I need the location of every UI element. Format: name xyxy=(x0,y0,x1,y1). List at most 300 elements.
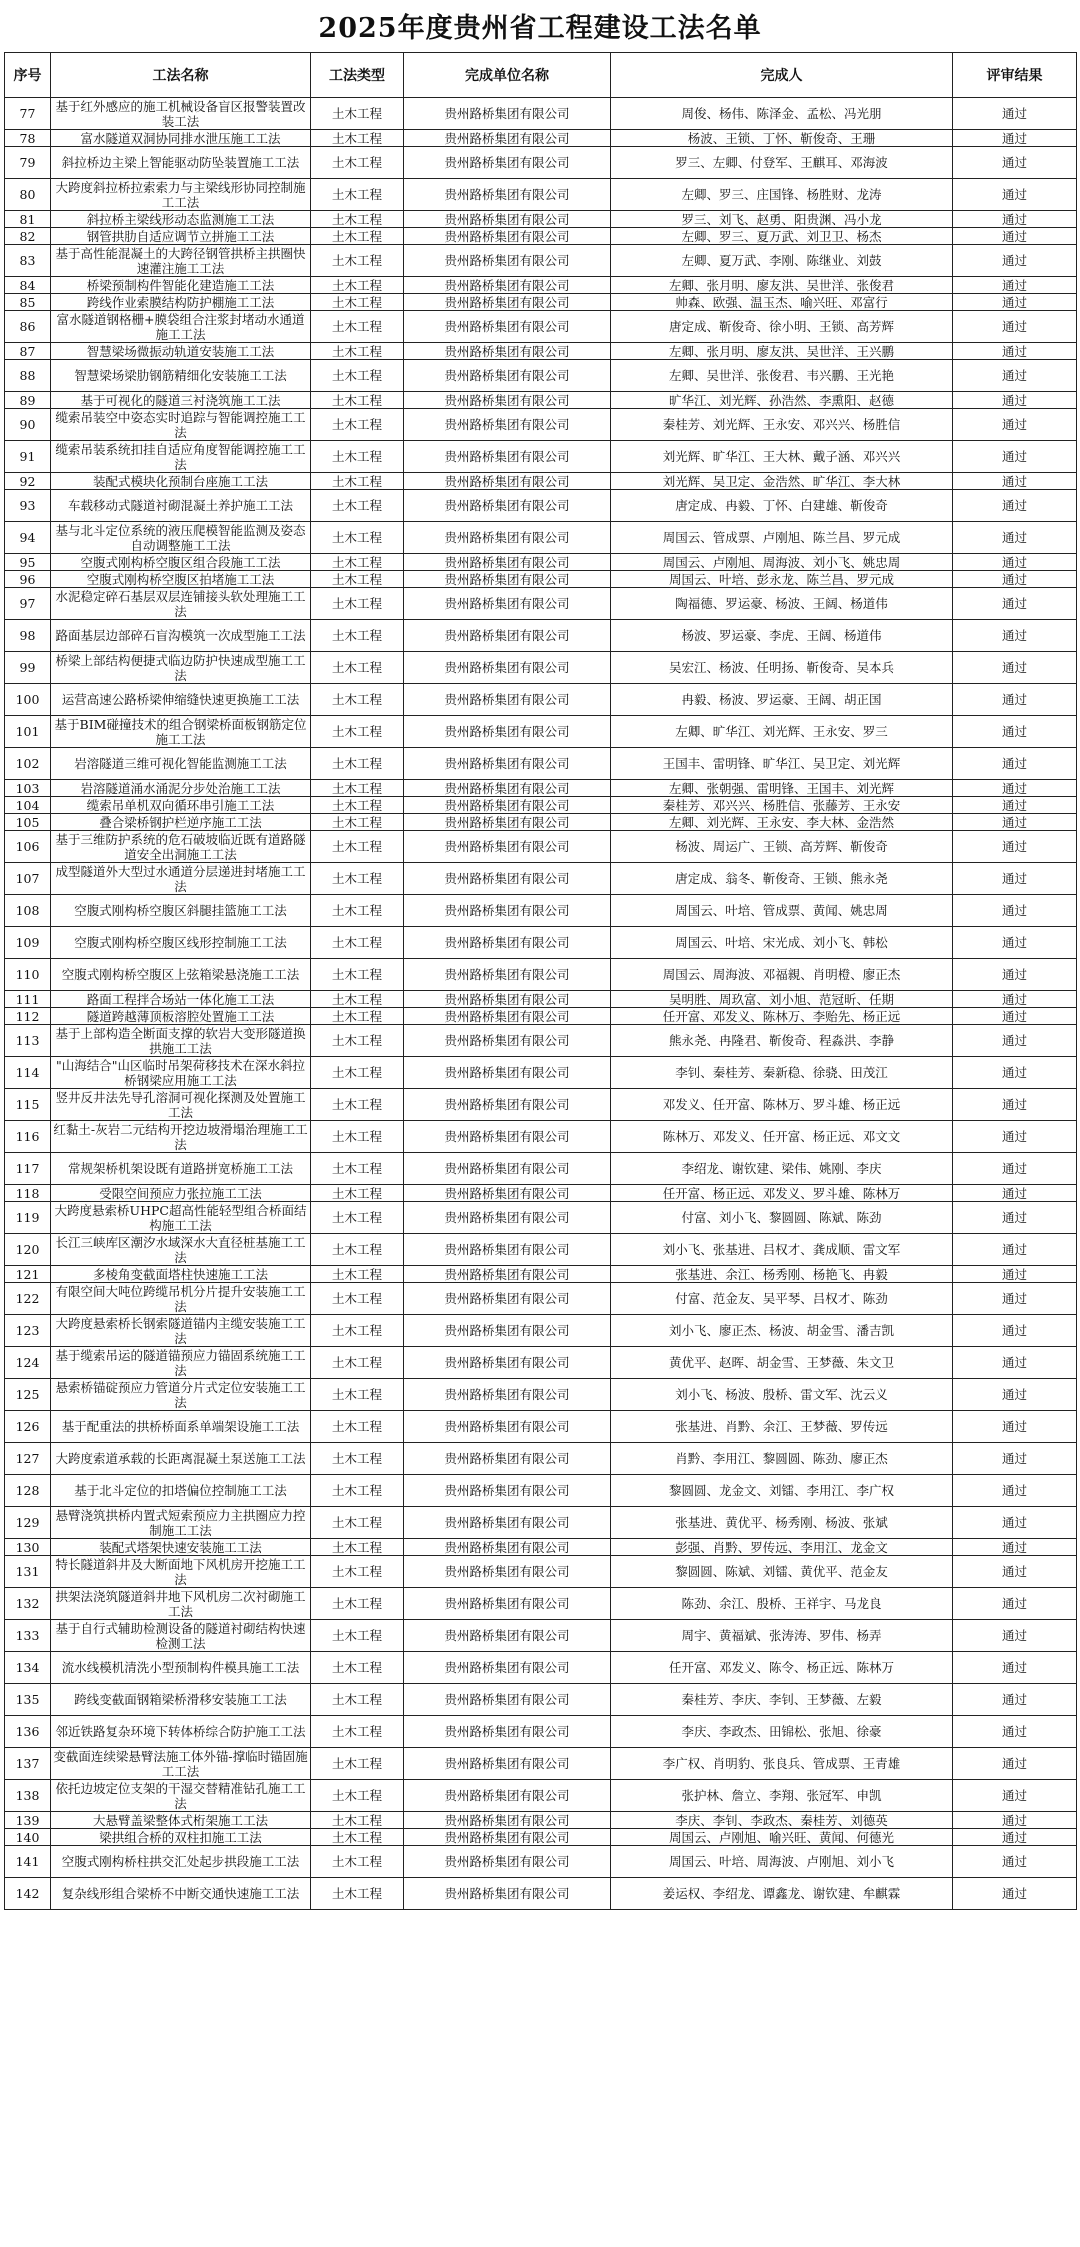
cell-type: 土木工程 xyxy=(311,959,404,991)
cell-no: 125 xyxy=(5,1379,51,1411)
cell-type: 土木工程 xyxy=(311,98,404,130)
cell-no: 113 xyxy=(5,1025,51,1057)
cell-people: 唐定成、冉毅、丁怀、白建雄、靳俊奇 xyxy=(611,490,953,522)
cell-people: 帅森、欧强、温玉杰、喻兴旺、邓富行 xyxy=(611,294,953,311)
cell-type: 土木工程 xyxy=(311,1234,404,1266)
cell-unit: 贵州路桥集团有限公司 xyxy=(404,179,611,211)
cell-result: 通过 xyxy=(953,797,1077,814)
cell-result: 通过 xyxy=(953,1475,1077,1507)
cell-result: 通过 xyxy=(953,780,1077,797)
cell-no: 85 xyxy=(5,294,51,311)
cell-people: 左卿、罗三、夏万武、刘卫卫、杨杰 xyxy=(611,228,953,245)
cell-type: 土木工程 xyxy=(311,1008,404,1025)
cell-result: 通过 xyxy=(953,441,1077,473)
cell-name: 梁拱组合桥的双柱扣施工工法 xyxy=(51,1829,311,1846)
cell-type: 土木工程 xyxy=(311,179,404,211)
cell-type: 土木工程 xyxy=(311,554,404,571)
cell-name: 桥梁上部结构便捷式临边防护快速成型施工工法 xyxy=(51,652,311,684)
cell-unit: 贵州路桥集团有限公司 xyxy=(404,1539,611,1556)
method-table xyxy=(4,52,1077,1910)
cell-name: 缆索吊装系统扣挂自适应角度智能调控施工工法 xyxy=(51,441,311,473)
table-row xyxy=(5,1780,1077,1812)
cell-people: 刘光辉、旷华江、王大林、戴子涵、邓兴兴 xyxy=(611,441,953,473)
cell-no: 123 xyxy=(5,1315,51,1347)
cell-result: 通过 xyxy=(953,1315,1077,1347)
cell-type: 土木工程 xyxy=(311,620,404,652)
table-row xyxy=(5,927,1077,959)
cell-no: 136 xyxy=(5,1716,51,1748)
table-row xyxy=(5,245,1077,277)
cell-result: 通过 xyxy=(953,652,1077,684)
cell-name: 基于BIM碰撞技术的组合钢梁桥面板钢筋定位施工工法 xyxy=(51,716,311,748)
table-row xyxy=(5,1202,1077,1234)
table-row xyxy=(5,1475,1077,1507)
table-row xyxy=(5,1057,1077,1089)
cell-type: 土木工程 xyxy=(311,409,404,441)
table-row xyxy=(5,1620,1077,1652)
cell-people: 黎圆圆、陈斌、刘镭、黄优平、范金友 xyxy=(611,1556,953,1588)
cell-people: 陈林万、邓发义、任开富、杨正远、邓文文 xyxy=(611,1121,953,1153)
cell-name: 长江三峡库区潮汐水域深水大直径桩基施工工法 xyxy=(51,1234,311,1266)
cell-people: 肖黔、李用江、黎圆圆、陈劲、廖正杰 xyxy=(611,1443,953,1475)
cell-type: 土木工程 xyxy=(311,1846,404,1878)
cell-people: 左卿、张月明、廖友洪、吴世洋、王兴鹏 xyxy=(611,343,953,360)
cell-result: 通过 xyxy=(953,1716,1077,1748)
cell-name: 运营高速公路桥梁伸缩缝快速更换施工工法 xyxy=(51,684,311,716)
cell-result: 通过 xyxy=(953,245,1077,277)
cell-name: "山海结合"山区临时吊架荷移技术在深水斜拉桥钢梁应用施工工法 xyxy=(51,1057,311,1089)
table-row xyxy=(5,294,1077,311)
cell-no: 97 xyxy=(5,588,51,620)
cell-people: 李庆、李钊、李政杰、秦桂芳、刘德英 xyxy=(611,1812,953,1829)
cell-result: 通过 xyxy=(953,294,1077,311)
cell-type: 土木工程 xyxy=(311,1620,404,1652)
table-row xyxy=(5,1443,1077,1475)
cell-people: 唐定成、翁冬、靳俊奇、王锁、熊永尧 xyxy=(611,863,953,895)
cell-result: 通过 xyxy=(953,814,1077,831)
cell-name: 拱架法浇筑隧道斜井地下风机房二次衬砌施工工法 xyxy=(51,1588,311,1620)
cell-unit: 贵州路桥集团有限公司 xyxy=(404,1121,611,1153)
cell-name: 岩溶隧道三维可视化智能监测施工工法 xyxy=(51,748,311,780)
cell-type: 土木工程 xyxy=(311,473,404,490)
cell-unit: 贵州路桥集团有限公司 xyxy=(404,360,611,392)
cell-people: 吴明胜、周玖富、刘小旭、范冠昕、任期 xyxy=(611,991,953,1008)
cell-type: 土木工程 xyxy=(311,1202,404,1234)
cell-people: 罗三、刘飞、赵勇、阳贵渊、冯小龙 xyxy=(611,211,953,228)
cell-name: 成型隧道外大型过水通道分层递进封堵施工工法 xyxy=(51,863,311,895)
cell-result: 通过 xyxy=(953,1812,1077,1829)
cell-people: 陶福德、罗运豪、杨波、王阔、杨道伟 xyxy=(611,588,953,620)
table-row xyxy=(5,1812,1077,1829)
cell-type: 土木工程 xyxy=(311,1379,404,1411)
cell-unit: 贵州路桥集团有限公司 xyxy=(404,684,611,716)
cell-type: 土木工程 xyxy=(311,360,404,392)
header-name: 工法名称 xyxy=(51,53,311,98)
cell-no: 84 xyxy=(5,277,51,294)
cell-unit: 贵州路桥集团有限公司 xyxy=(404,130,611,147)
cell-people: 秦桂芳、李庆、李钊、王梦薇、左毅 xyxy=(611,1684,953,1716)
cell-no: 122 xyxy=(5,1283,51,1315)
cell-people: 付富、刘小飞、黎圆圆、陈斌、陈劲 xyxy=(611,1202,953,1234)
cell-result: 通过 xyxy=(953,1266,1077,1283)
cell-type: 土木工程 xyxy=(311,1475,404,1507)
cell-name: 空腹式刚构桥空腹区拍堵施工工法 xyxy=(51,571,311,588)
table-row xyxy=(5,392,1077,409)
cell-no: 142 xyxy=(5,1878,51,1910)
cell-type: 土木工程 xyxy=(311,684,404,716)
cell-no: 100 xyxy=(5,684,51,716)
table-row xyxy=(5,98,1077,130)
cell-result: 通过 xyxy=(953,1780,1077,1812)
cell-result: 通过 xyxy=(953,684,1077,716)
cell-name: 隧道跨越薄顶板溶腔处置施工工法 xyxy=(51,1008,311,1025)
cell-no: 86 xyxy=(5,311,51,343)
cell-unit: 贵州路桥集团有限公司 xyxy=(404,147,611,179)
cell-no: 95 xyxy=(5,554,51,571)
cell-people: 李绍龙、谢钦建、梁伟、姚刚、李庆 xyxy=(611,1153,953,1185)
cell-people: 周宇、黄福斌、张涛涛、罗伟、杨弄 xyxy=(611,1620,953,1652)
cell-unit: 贵州路桥集团有限公司 xyxy=(404,1878,611,1910)
cell-type: 土木工程 xyxy=(311,228,404,245)
cell-name: 复杂线形组合梁桥不中断交通快速施工工法 xyxy=(51,1878,311,1910)
cell-result: 通过 xyxy=(953,620,1077,652)
cell-unit: 贵州路桥集团有限公司 xyxy=(404,620,611,652)
cell-no: 140 xyxy=(5,1829,51,1846)
cell-result: 通过 xyxy=(953,1153,1077,1185)
cell-people: 秦桂芳、邓兴兴、杨胜信、张藤芳、王永安 xyxy=(611,797,953,814)
cell-type: 土木工程 xyxy=(311,1507,404,1539)
table-row xyxy=(5,211,1077,228)
cell-people: 周国云、叶培、周海波、卢刚旭、刘小飞 xyxy=(611,1846,953,1878)
cell-no: 111 xyxy=(5,991,51,1008)
cell-unit: 贵州路桥集团有限公司 xyxy=(404,211,611,228)
table-row xyxy=(5,1411,1077,1443)
cell-result: 通过 xyxy=(953,1878,1077,1910)
table-row xyxy=(5,588,1077,620)
cell-no: 134 xyxy=(5,1652,51,1684)
cell-unit: 贵州路桥集团有限公司 xyxy=(404,1234,611,1266)
cell-name: 邻近铁路复杂环境下转体桥综合防护施工工法 xyxy=(51,1716,311,1748)
cell-type: 土木工程 xyxy=(311,1315,404,1347)
cell-people: 付富、范金友、吴平琴、吕权才、陈劲 xyxy=(611,1283,953,1315)
table-row xyxy=(5,831,1077,863)
cell-no: 83 xyxy=(5,245,51,277)
cell-unit: 贵州路桥集团有限公司 xyxy=(404,748,611,780)
cell-type: 土木工程 xyxy=(311,1556,404,1588)
cell-people: 任开富、邓发义、陈林万、李贻先、杨正远 xyxy=(611,1008,953,1025)
cell-people: 张基进、肖黔、余江、王梦薇、罗传远 xyxy=(611,1411,953,1443)
cell-name: 大跨度悬索桥长钢索隧道锚内主缆安装施工工法 xyxy=(51,1315,311,1347)
cell-people: 彭强、肖黔、罗传远、李用江、龙金文 xyxy=(611,1539,953,1556)
table-row xyxy=(5,1878,1077,1910)
cell-result: 通过 xyxy=(953,392,1077,409)
cell-people: 李钊、秦桂芳、秦新稳、徐骁、田茂江 xyxy=(611,1057,953,1089)
cell-people: 黎圆圆、龙金文、刘镭、李用江、李广权 xyxy=(611,1475,953,1507)
cell-people: 张基进、余江、杨秀刚、杨艳飞、冉毅 xyxy=(611,1266,953,1283)
cell-no: 103 xyxy=(5,780,51,797)
cell-type: 土木工程 xyxy=(311,1153,404,1185)
cell-name: 基于自行式辅助检测设备的隧道衬砌结构快速检测工法 xyxy=(51,1620,311,1652)
cell-no: 124 xyxy=(5,1347,51,1379)
table-row xyxy=(5,1185,1077,1202)
cell-name: 智慧梁场梁肋钢筋精细化安装施工工法 xyxy=(51,360,311,392)
cell-name: 流水线模机清洗小型预制构件模具施工工法 xyxy=(51,1652,311,1684)
cell-people: 周俊、杨伟、陈泽金、孟松、冯光朋 xyxy=(611,98,953,130)
cell-unit: 贵州路桥集团有限公司 xyxy=(404,228,611,245)
cell-type: 土木工程 xyxy=(311,1443,404,1475)
cell-unit: 贵州路桥集团有限公司 xyxy=(404,1025,611,1057)
table-row xyxy=(5,959,1077,991)
cell-name: 空腹式刚构桥空腹区斜腿挂篮施工工法 xyxy=(51,895,311,927)
cell-name: 富水隧道钢格栅+膜袋组合注浆封堵动水通道施工工法 xyxy=(51,311,311,343)
cell-type: 土木工程 xyxy=(311,147,404,179)
cell-result: 通过 xyxy=(953,1025,1077,1057)
cell-unit: 贵州路桥集团有限公司 xyxy=(404,392,611,409)
table-row xyxy=(5,522,1077,554)
cell-unit: 贵州路桥集团有限公司 xyxy=(404,1684,611,1716)
cell-no: 132 xyxy=(5,1588,51,1620)
cell-result: 通过 xyxy=(953,343,1077,360)
cell-result: 通过 xyxy=(953,831,1077,863)
cell-people: 周国云、叶培、彭永龙、陈兰昌、罗元成 xyxy=(611,571,953,588)
cell-unit: 贵州路桥集团有限公司 xyxy=(404,716,611,748)
cell-name: 空腹式刚构桥空腹区上弦箱梁悬浇施工工法 xyxy=(51,959,311,991)
cell-people: 周国云、卢刚旭、周海波、刘小飞、姚忠周 xyxy=(611,554,953,571)
table-row xyxy=(5,1379,1077,1411)
cell-no: 78 xyxy=(5,130,51,147)
cell-type: 土木工程 xyxy=(311,831,404,863)
cell-people: 李广权、肖明豹、张良兵、管成票、王青雄 xyxy=(611,1748,953,1780)
cell-unit: 贵州路桥集团有限公司 xyxy=(404,571,611,588)
cell-unit: 贵州路桥集团有限公司 xyxy=(404,522,611,554)
cell-result: 通过 xyxy=(953,1008,1077,1025)
cell-result: 通过 xyxy=(953,1556,1077,1588)
cell-no: 110 xyxy=(5,959,51,991)
cell-unit: 贵州路桥集团有限公司 xyxy=(404,1556,611,1588)
table-row xyxy=(5,991,1077,1008)
cell-unit: 贵州路桥集团有限公司 xyxy=(404,1283,611,1315)
cell-no: 112 xyxy=(5,1008,51,1025)
cell-no: 101 xyxy=(5,716,51,748)
table-row xyxy=(5,1556,1077,1588)
cell-name: 斜拉桥边主梁上智能驱动防坠装置施工工法 xyxy=(51,147,311,179)
cell-unit: 贵州路桥集团有限公司 xyxy=(404,1411,611,1443)
cell-result: 通过 xyxy=(953,863,1077,895)
cell-name: 大跨度悬索桥UHPC超高性能轻型组合桥面结构施工工法 xyxy=(51,1202,311,1234)
cell-name: 空腹式刚构桥空腹区组合段施工工法 xyxy=(51,554,311,571)
cell-no: 117 xyxy=(5,1153,51,1185)
table-row xyxy=(5,1588,1077,1620)
cell-unit: 贵州路桥集团有限公司 xyxy=(404,441,611,473)
table-row xyxy=(5,1347,1077,1379)
cell-no: 133 xyxy=(5,1620,51,1652)
cell-name: 特长隧道斜井及大断面地下风机房开挖施工工法 xyxy=(51,1556,311,1588)
cell-no: 135 xyxy=(5,1684,51,1716)
table-row xyxy=(5,1008,1077,1025)
cell-name: 斜拉桥主梁线形动态监测施工工法 xyxy=(51,211,311,228)
cell-type: 土木工程 xyxy=(311,797,404,814)
cell-no: 81 xyxy=(5,211,51,228)
cell-no: 137 xyxy=(5,1748,51,1780)
cell-unit: 贵州路桥集团有限公司 xyxy=(404,1780,611,1812)
cell-unit: 贵州路桥集团有限公司 xyxy=(404,1266,611,1283)
cell-result: 通过 xyxy=(953,211,1077,228)
cell-type: 土木工程 xyxy=(311,1411,404,1443)
cell-name: 受限空间预应力张拉施工工法 xyxy=(51,1185,311,1202)
cell-unit: 贵州路桥集团有限公司 xyxy=(404,831,611,863)
cell-no: 129 xyxy=(5,1507,51,1539)
cell-no: 90 xyxy=(5,409,51,441)
cell-name: 大跨度斜拉桥拉索索力与主梁线形协同控制施工工法 xyxy=(51,179,311,211)
cell-type: 土木工程 xyxy=(311,294,404,311)
table-row xyxy=(5,1315,1077,1347)
cell-result: 通过 xyxy=(953,490,1077,522)
cell-people: 王国丰、雷明锋、旷华江、吴卫定、刘光辉 xyxy=(611,748,953,780)
cell-result: 通过 xyxy=(953,1443,1077,1475)
cell-type: 土木工程 xyxy=(311,748,404,780)
table-row xyxy=(5,1089,1077,1121)
cell-type: 土木工程 xyxy=(311,1185,404,1202)
cell-no: 94 xyxy=(5,522,51,554)
cell-result: 通过 xyxy=(953,179,1077,211)
cell-unit: 贵州路桥集团有限公司 xyxy=(404,991,611,1008)
cell-type: 土木工程 xyxy=(311,277,404,294)
cell-no: 102 xyxy=(5,748,51,780)
cell-name: 装配式塔架快速安装施工工法 xyxy=(51,1539,311,1556)
cell-result: 通过 xyxy=(953,959,1077,991)
cell-people: 陈劲、余江、殷桥、王祥宇、马龙良 xyxy=(611,1588,953,1620)
cell-people: 周国云、管成票、卢刚旭、陈兰昌、罗元成 xyxy=(611,522,953,554)
cell-unit: 贵州路桥集团有限公司 xyxy=(404,98,611,130)
cell-unit: 贵州路桥集团有限公司 xyxy=(404,1008,611,1025)
cell-people: 左卿、吴世洋、张俊君、韦兴鹏、王光艳 xyxy=(611,360,953,392)
cell-type: 土木工程 xyxy=(311,130,404,147)
cell-result: 通过 xyxy=(953,1379,1077,1411)
cell-result: 通过 xyxy=(953,1588,1077,1620)
cell-result: 通过 xyxy=(953,1121,1077,1153)
table-row xyxy=(5,277,1077,294)
cell-unit: 贵州路桥集团有限公司 xyxy=(404,343,611,360)
cell-name: 基于缆索吊运的隧道锚预应力锚固系统施工工法 xyxy=(51,1347,311,1379)
cell-unit: 贵州路桥集团有限公司 xyxy=(404,1347,611,1379)
table-row xyxy=(5,1283,1077,1315)
cell-people: 张基进、黄优平、杨秀刚、杨波、张斌 xyxy=(611,1507,953,1539)
cell-unit: 贵州路桥集团有限公司 xyxy=(404,1748,611,1780)
cell-no: 115 xyxy=(5,1089,51,1121)
cell-type: 土木工程 xyxy=(311,571,404,588)
table-row xyxy=(5,409,1077,441)
cell-name: 跨线作业索膜结构防护棚施工工法 xyxy=(51,294,311,311)
cell-unit: 贵州路桥集团有限公司 xyxy=(404,245,611,277)
cell-people: 任开富、杨正远、邓发义、罗斗雄、陈林万 xyxy=(611,1185,953,1202)
cell-name: 缆索吊装空中姿态实时追踪与智能调控施工工法 xyxy=(51,409,311,441)
cell-result: 通过 xyxy=(953,1684,1077,1716)
cell-result: 通过 xyxy=(953,360,1077,392)
cell-name: 悬索桥锚碇预应力管道分片式定位安装施工工法 xyxy=(51,1379,311,1411)
cell-no: 108 xyxy=(5,895,51,927)
cell-people: 左卿、旷华江、刘光辉、王永安、罗三 xyxy=(611,716,953,748)
cell-name: 岩溶隧道涌水涌泥分步处治施工工法 xyxy=(51,780,311,797)
cell-type: 土木工程 xyxy=(311,1266,404,1283)
table-row xyxy=(5,797,1077,814)
cell-no: 138 xyxy=(5,1780,51,1812)
cell-name: 依托边坡定位支架的干湿交替精准钻孔施工工法 xyxy=(51,1780,311,1812)
cell-people: 冉毅、杨波、罗运豪、王阔、胡正国 xyxy=(611,684,953,716)
cell-name: 叠合梁桥钢护栏逆序施工工法 xyxy=(51,814,311,831)
cell-unit: 贵州路桥集团有限公司 xyxy=(404,1716,611,1748)
cell-type: 土木工程 xyxy=(311,245,404,277)
cell-result: 通过 xyxy=(953,1234,1077,1266)
table-row xyxy=(5,1507,1077,1539)
cell-type: 土木工程 xyxy=(311,1829,404,1846)
cell-name: 钢管拱肋自适应调节立拼施工工法 xyxy=(51,228,311,245)
cell-no: 118 xyxy=(5,1185,51,1202)
cell-unit: 贵州路桥集团有限公司 xyxy=(404,1379,611,1411)
table-row xyxy=(5,554,1077,571)
cell-people: 张护林、詹立、李翔、张冠军、申凯 xyxy=(611,1780,953,1812)
cell-result: 通过 xyxy=(953,473,1077,490)
cell-name: 常规架桥机架设既有道路拼宽桥施工工法 xyxy=(51,1153,311,1185)
cell-unit: 贵州路桥集团有限公司 xyxy=(404,1588,611,1620)
cell-no: 79 xyxy=(5,147,51,179)
cell-result: 通过 xyxy=(953,1283,1077,1315)
cell-unit: 贵州路桥集团有限公司 xyxy=(404,490,611,522)
cell-no: 93 xyxy=(5,490,51,522)
cell-people: 左卿、张月明、廖友洪、吴世洋、张俊君 xyxy=(611,277,953,294)
cell-type: 土木工程 xyxy=(311,1025,404,1057)
cell-type: 土木工程 xyxy=(311,895,404,927)
cell-no: 105 xyxy=(5,814,51,831)
cell-result: 通过 xyxy=(953,1507,1077,1539)
cell-unit: 贵州路桥集团有限公司 xyxy=(404,311,611,343)
cell-unit: 贵州路桥集团有限公司 xyxy=(404,863,611,895)
cell-type: 土木工程 xyxy=(311,1652,404,1684)
cell-no: 87 xyxy=(5,343,51,360)
cell-result: 通过 xyxy=(953,554,1077,571)
cell-no: 114 xyxy=(5,1057,51,1089)
table-row xyxy=(5,716,1077,748)
cell-people: 杨波、周运广、王锁、高芳辉、靳俊奇 xyxy=(611,831,953,863)
cell-people: 旷华江、刘光辉、孙浩然、李熏阳、赵德 xyxy=(611,392,953,409)
cell-no: 139 xyxy=(5,1812,51,1829)
cell-type: 土木工程 xyxy=(311,1121,404,1153)
cell-name: 红黏土-灰岩二元结构开挖边坡滑塌治理施工工法 xyxy=(51,1121,311,1153)
cell-name: 富水隧道双洞协同排水泄压施工工法 xyxy=(51,130,311,147)
cell-result: 通过 xyxy=(953,1202,1077,1234)
cell-result: 通过 xyxy=(953,927,1077,959)
cell-name: 变截面连续梁悬臂法施工体外锚-撑临时锚固施工工法 xyxy=(51,1748,311,1780)
cell-result: 通过 xyxy=(953,1829,1077,1846)
cell-no: 107 xyxy=(5,863,51,895)
cell-type: 土木工程 xyxy=(311,863,404,895)
cell-name: 悬臂浇筑拱桥内置式短索预应力主拱圈应力控制施工工法 xyxy=(51,1507,311,1539)
cell-people: 唐定成、靳俊奇、徐小明、王锁、高芳辉 xyxy=(611,311,953,343)
cell-name: 基于上部构造全断面支撑的软岩大变形隧道换拱施工工法 xyxy=(51,1025,311,1057)
cell-result: 通过 xyxy=(953,1411,1077,1443)
cell-result: 通过 xyxy=(953,1347,1077,1379)
table-row xyxy=(5,863,1077,895)
cell-name: 基与北斗定位系统的液压爬模智能监测及姿态自动调整施工工法 xyxy=(51,522,311,554)
cell-people: 周国云、周海波、邓福親、肖明橙、廖正杰 xyxy=(611,959,953,991)
cell-people: 左卿、张朝强、雷明锋、王国丰、刘光辉 xyxy=(611,780,953,797)
cell-unit: 贵州路桥集团有限公司 xyxy=(404,473,611,490)
cell-result: 通过 xyxy=(953,1748,1077,1780)
cell-unit: 贵州路桥集团有限公司 xyxy=(404,1443,611,1475)
cell-no: 82 xyxy=(5,228,51,245)
table-row xyxy=(5,360,1077,392)
cell-no: 131 xyxy=(5,1556,51,1588)
cell-people: 左卿、罗三、庄国锋、杨胜财、龙涛 xyxy=(611,179,953,211)
